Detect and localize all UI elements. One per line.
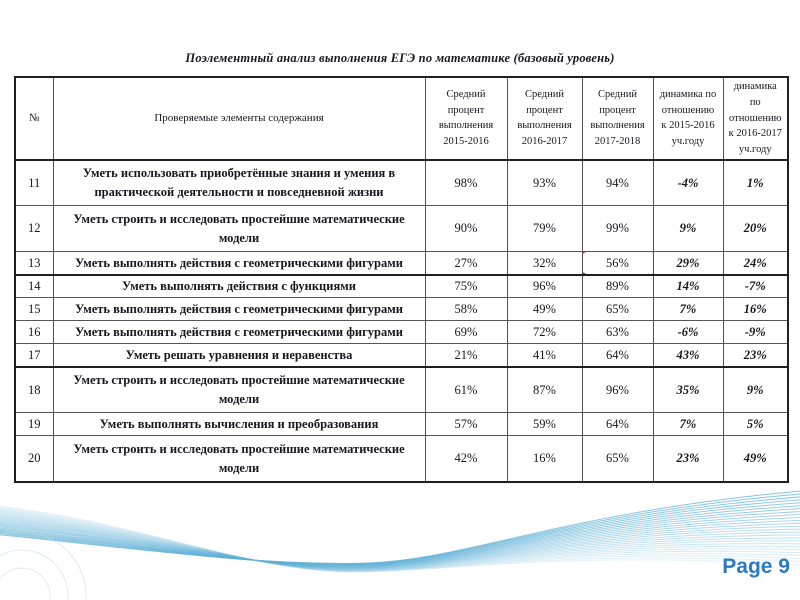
dynamics-2016-2017: 9% (723, 367, 788, 413)
dynamics-2015-2016: 14% (653, 275, 723, 298)
row-content: Уметь использовать приобретённые знания и умения в практической деятельности и повседневной жизни (53, 160, 425, 206)
row-number: 11 (15, 160, 53, 206)
row-content: Уметь строить и исследовать простейшие математические модели (53, 206, 425, 252)
dynamics-2016-2017: 5% (723, 413, 788, 436)
value-2016-2017: 79% (507, 206, 582, 252)
header-avg-2017-2018: Средний процент выполнения 2017-2018 (582, 77, 653, 160)
value-2015-2016: 27% (425, 252, 507, 275)
value-2017-2018: 63% (582, 321, 653, 344)
table-body (15, 160, 788, 482)
dynamics-2015-2016: 23% (653, 436, 723, 482)
table-row (15, 252, 788, 275)
value-2017-2018: 64% (582, 413, 653, 436)
value-2016-2017: 49% (507, 298, 582, 321)
table-row (15, 298, 788, 321)
row-content: Уметь выполнять вычисления и преобразования (53, 413, 425, 436)
slide-title: Поэлементный анализ выполнения ЕГЭ по математике (базовый уровень) (185, 51, 615, 65)
table-row (15, 275, 788, 298)
value-2017-2018: 96% (582, 367, 653, 413)
dynamics-2015-2016: 7% (653, 413, 723, 436)
analysis-table (14, 76, 789, 483)
row-number: 14 (15, 275, 53, 298)
row-number: 16 (15, 321, 53, 344)
value-2017-2018: 65% (582, 436, 653, 482)
header-number: № (15, 77, 53, 160)
row-content: Уметь решать уравнения и неравенства (53, 344, 425, 367)
table-row (15, 160, 788, 206)
value-2015-2016: 57% (425, 413, 507, 436)
dynamics-2016-2017: 1% (723, 160, 788, 206)
value-2016-2017: 72% (507, 321, 582, 344)
table-header-row (15, 77, 788, 160)
value-2017-2018: 65% (582, 298, 653, 321)
table-header (15, 77, 788, 160)
value-2015-2016: 21% (425, 344, 507, 367)
value-2016-2017: 59% (507, 413, 582, 436)
row-content: Уметь строить и исследовать простейшие математические модели (53, 367, 425, 413)
dynamics-2015-2016: 9% (653, 206, 723, 252)
header-avg-2016-2017: Средний процент выполнения 2016-2017 (507, 77, 582, 160)
dynamics-2016-2017: 20% (723, 206, 788, 252)
header-dynamics-2015-2016: динамика по отношению к 2015-2016 уч.году (653, 77, 723, 160)
table-row (15, 436, 788, 482)
header-content-elements: Проверяемые элементы содержания (53, 77, 425, 160)
value-2016-2017: 16% (507, 436, 582, 482)
dynamics-2016-2017: 24% (723, 252, 788, 275)
row-content: Уметь строить и исследовать простейшие математические модели (53, 436, 425, 482)
value-2015-2016: 90% (425, 206, 507, 252)
dynamics-2015-2016: -6% (653, 321, 723, 344)
value-2016-2017: 93% (507, 160, 582, 206)
row-content: Уметь выполнять действия с функциями (53, 275, 425, 298)
row-number: 15 (15, 298, 53, 321)
wave-decoration (0, 478, 800, 600)
value-2017-2018-circled: 56% (582, 252, 653, 275)
row-content: Уметь выполнять действия с геометрическими фигурами (53, 252, 425, 275)
dynamics-2015-2016: 7% (653, 298, 723, 321)
row-content: Уметь выполнять действия с геометрическими фигурами (53, 321, 425, 344)
value-2015-2016: 42% (425, 436, 507, 482)
value-2017-2018: 64% (582, 344, 653, 367)
dynamics-2015-2016: 35% (653, 367, 723, 413)
dynamics-2015-2016: -4% (653, 160, 723, 206)
value-2016-2017: 32% (507, 252, 582, 275)
wave-lines-graphic (0, 478, 800, 600)
value-2015-2016: 61% (425, 367, 507, 413)
header-dynamics-2016-2017: динамика по отношению к 2016-2017 уч.году (723, 77, 788, 160)
dynamics-2015-2016: 29% (653, 252, 723, 275)
value-2017-2018: 99% (582, 206, 653, 252)
table-row (15, 206, 788, 252)
row-number: 19 (15, 413, 53, 436)
value-2015-2016: 75% (425, 275, 507, 298)
value-2017-2018: 94% (582, 160, 653, 206)
header-avg-2015-2016: Средний процент выполнения 2015-2016 (425, 77, 507, 160)
value-2017-2018: 89% (582, 275, 653, 298)
table-row (15, 413, 788, 436)
row-number: 17 (15, 344, 53, 367)
row-number: 18 (15, 367, 53, 413)
dynamics-2016-2017: 16% (723, 298, 788, 321)
dynamics-2016-2017: -9% (723, 321, 788, 344)
row-number: 20 (15, 436, 53, 482)
table-row (15, 367, 788, 413)
row-number: 13 (15, 252, 53, 275)
value-2015-2016: 58% (425, 298, 507, 321)
table-row (15, 344, 788, 367)
value-2015-2016: 98% (425, 160, 507, 206)
dynamics-2016-2017: 23% (723, 344, 788, 367)
row-number: 12 (15, 206, 53, 252)
dynamics-2016-2017: -7% (723, 275, 788, 298)
value-2016-2017: 41% (507, 344, 582, 367)
value-2016-2017: 87% (507, 367, 582, 413)
table-row (15, 321, 788, 344)
dynamics-2015-2016: 43% (653, 344, 723, 367)
dynamics-2016-2017: 49% (723, 436, 788, 482)
value-2016-2017: 96% (507, 275, 582, 298)
value-2015-2016: 69% (425, 321, 507, 344)
page-number: Page 9 (722, 555, 790, 578)
row-content: Уметь выполнять действия с геометрическими фигурами (53, 298, 425, 321)
